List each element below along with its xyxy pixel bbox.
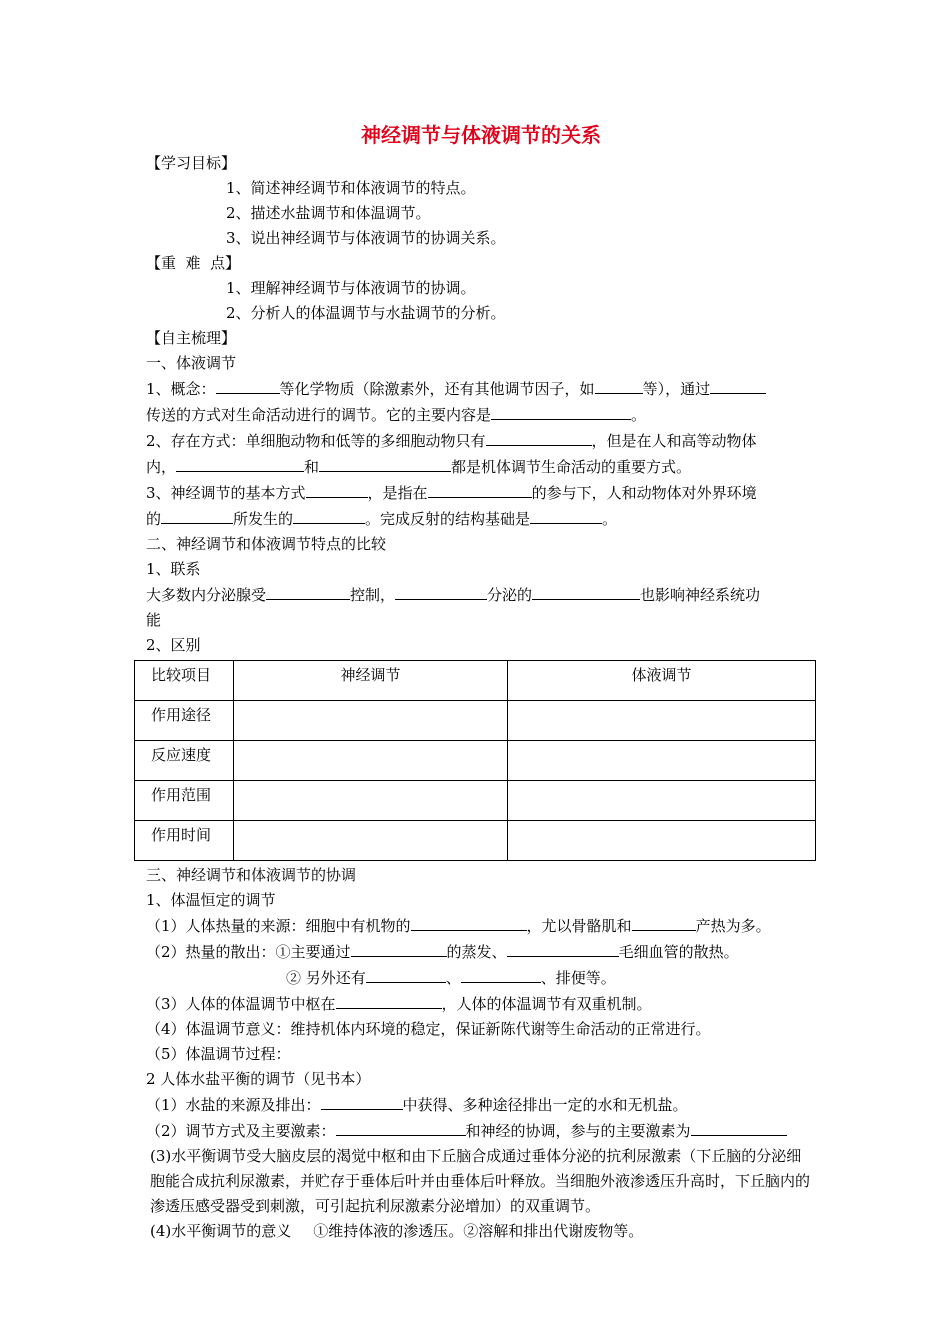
paragraph-existence: 2、存在方式：单细胞动物和低等的多细胞动物只有 ，但是在人和高等动物体: [146, 428, 816, 454]
paragraph-link: 大多数内分泌腺受 控制， 分泌的 也影响神经系统功: [146, 582, 816, 608]
fill-blank[interactable]: [530, 506, 602, 524]
fill-blank[interactable]: [491, 402, 631, 420]
table-header-cell: 体液调节: [508, 661, 816, 701]
paragraph-water-significance: (4)水平衡调节的意义 ①维持体液的渗透压。②溶解和排出代谢废物等。: [150, 1222, 644, 1240]
subheading: 1、联系: [146, 560, 201, 578]
paragraph-water-regulation: (3)水平衡调节受大脑皮层的渴觉中枢和由下丘脑合成通过垂体分泌的抗利尿激素（下丘脑的分泌细胞能合成抗利尿激素，并贮存于垂体后叶并由垂体后叶释放。当细胞外液渗透压升高时，下丘脑内的渗透压感受器受到刺激，可引起抗利尿激素分泌增加）的双重调节。: [150, 1147, 811, 1215]
paragraph-significance: （4）体温调节意义：维持机体内环境的稳定，保证新陈代谢等生命活动的正常进行。: [146, 1020, 711, 1038]
paragraph-heat-loss-other: ② 另外还有 、 、排便等。: [146, 965, 816, 991]
table-header-cell: 神经调节: [234, 661, 508, 701]
answer-cell[interactable]: [508, 701, 816, 741]
fill-blank[interactable]: [293, 506, 365, 524]
answer-cell[interactable]: [508, 741, 816, 781]
section-heading: 一、体液调节: [146, 354, 237, 372]
fill-blank[interactable]: [632, 913, 696, 931]
paragraph-concept-cont: 传送的方式对生命活动进行的调节。它的主要内容是 。: [146, 402, 816, 428]
key-item: 1、理解神经调节与体液调节的协调。: [226, 279, 476, 297]
answer-cell[interactable]: [508, 781, 816, 821]
paragraph-process: （5）体温调节过程：: [146, 1045, 291, 1063]
page-title: 神经调节与体液调节的关系: [361, 123, 601, 147]
table-row: [135, 821, 816, 861]
self-header: 【自主梳理】: [146, 329, 237, 347]
row-label: 反应速度: [135, 741, 234, 781]
fill-blank[interactable]: [319, 454, 451, 472]
fill-blank[interactable]: [710, 376, 766, 394]
subheading: 2、区别: [146, 636, 201, 654]
subheading: 2 人体水盐平衡的调节（见书本）: [146, 1070, 371, 1088]
fill-blank[interactable]: [428, 480, 532, 498]
paragraph-water-source: （1）水盐的来源及排出： 中获得、多种途径排出一定的水和无机盐。: [146, 1092, 816, 1118]
paragraph-existence-cont: 内， 和 都是机体调节生命活动的重要方式。: [146, 454, 816, 480]
table-row: [135, 781, 816, 821]
worksheet: [146, 120, 816, 1244]
goal-item: 1、简述神经调节和体液调节的特点。: [226, 179, 476, 197]
answer-cell[interactable]: [234, 741, 508, 781]
fill-blank[interactable]: [321, 1092, 403, 1110]
fill-blank[interactable]: [306, 480, 368, 498]
table-header-row: [135, 661, 816, 701]
row-label: 作用范围: [135, 781, 234, 821]
goal-item: 2、描述水盐调节和体温调节。: [226, 204, 431, 222]
fill-blank[interactable]: [336, 991, 442, 1009]
fill-blank[interactable]: [411, 913, 527, 931]
paragraph-water-hormone: （2）调节方式及主要激素： 和神经的协调，参与的主要激素为: [146, 1118, 816, 1144]
fill-blank[interactable]: [691, 1118, 787, 1136]
answer-cell[interactable]: [234, 701, 508, 741]
paragraph-reflex-cont: 的 所发生的 。完成反射的结构基础是 。: [146, 506, 816, 532]
key-header: 【重 难 点】: [146, 254, 241, 272]
fill-blank[interactable]: [486, 428, 592, 446]
fill-blank[interactable]: [351, 939, 447, 957]
fill-blank[interactable]: [395, 582, 487, 600]
fill-blank[interactable]: [366, 965, 446, 983]
fill-blank[interactable]: [532, 582, 640, 600]
paragraph-center: （3）人体的体温调节中枢在 ，人体的体温调节有双重机制。: [146, 991, 816, 1017]
fill-blank[interactable]: [595, 376, 643, 394]
table-header-cell: 比较项目: [135, 661, 234, 701]
fill-blank[interactable]: [461, 965, 541, 983]
fill-blank[interactable]: [266, 582, 350, 600]
goals-header: 【学习目标】: [146, 154, 237, 172]
goal-item: 3、说出神经调节与体液调节的协调关系。: [226, 229, 506, 247]
answer-cell[interactable]: [234, 781, 508, 821]
fill-blank[interactable]: [161, 506, 233, 524]
fill-blank[interactable]: [507, 939, 619, 957]
table-row: [135, 741, 816, 781]
paragraph-concept: 1、概念： 等化学物质（除激素外，还有其他调节因子，如 等），通过: [146, 376, 816, 402]
comparison-table: [134, 660, 816, 861]
row-label: 作用时间: [135, 821, 234, 861]
section-heading: 二、神经调节和体液调节特点的比较: [146, 535, 387, 553]
paragraph-heat-loss: （2）热量的散出：①主要通过 的蒸发、 毛细血管的散热。: [146, 939, 816, 965]
paragraph-reflex: 3、神经调节的基本方式 ，是指在 的参与下，人和动物体对外界环境: [146, 480, 816, 506]
table-row: [135, 701, 816, 741]
paragraph-heat-source: （1）人体热量的来源：细胞中有机物的 ，尤以骨骼肌和 产热为多。: [146, 913, 816, 939]
answer-cell[interactable]: [234, 821, 508, 861]
key-item: 2、分析人的体温调节与水盐调节的分析。: [226, 304, 506, 322]
subheading: 1、体温恒定的调节: [146, 891, 276, 909]
fill-blank[interactable]: [216, 376, 280, 394]
fill-blank[interactable]: [336, 1118, 466, 1136]
fill-blank[interactable]: [176, 454, 304, 472]
paragraph-link-cont: 能: [146, 611, 162, 629]
row-label: 作用途径: [135, 701, 234, 741]
section-heading: 三、神经调节和体液调节的协调: [146, 866, 357, 884]
answer-cell[interactable]: [508, 821, 816, 861]
